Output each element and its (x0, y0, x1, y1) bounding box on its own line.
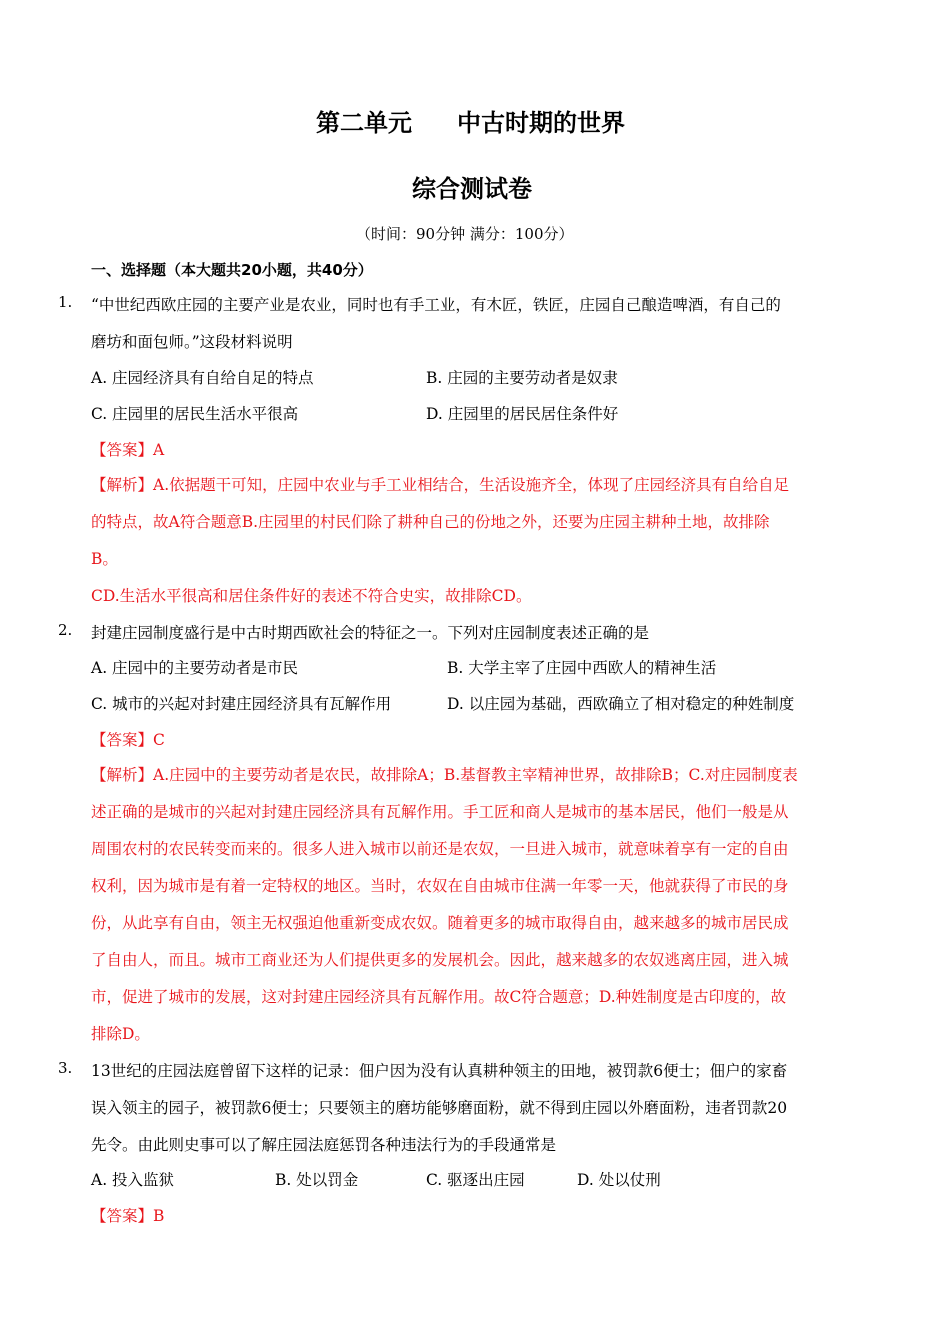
answer-value: C (153, 731, 165, 749)
answer-value: B (153, 1207, 165, 1225)
analysis-text: A.依据题干可知，庄园中农业与手工业相结合，生活设施齐全，体现了庄园经济具有自给自足 (153, 476, 790, 494)
page-subtitle: 综合测试卷 (412, 175, 532, 203)
option-c: C. 城市的兴起对封建庄园经济具有瓦解作用 (91, 695, 392, 713)
option-b: B. 大学主宰了庄园中西欧人的精神生活 (447, 659, 717, 677)
analysis-line: 周围农村的农民转变而来的。很多人进入城市以前还是农奴，一旦进入城市，就意味着享有一定的自由 (91, 840, 789, 858)
answer-line (91, 1204, 164, 1226)
unit-title: 中古时期的世界 (457, 109, 625, 137)
option-a: A. 庄园中的主要劳动者是市民 (91, 659, 299, 677)
option-d: D. 以庄园为基础，西欧确立了相对稳定的种姓制度 (447, 695, 795, 713)
question-stem-line: 磨坊和面包师。”这段材料说明 (91, 333, 293, 351)
question-stem-line: 封建庄园制度盛行是中古时期西欧社会的特征之一。下列对庄园制度表述正确的是 (91, 624, 650, 642)
analysis-line (91, 473, 789, 495)
answer-line (91, 728, 165, 750)
question-stem-line: “中世纪西欧庄园的主要产业是农业，同时也有手工业，有木匠，铁匠，庄园自己酿造啤酒，有自己的 (91, 296, 781, 314)
analysis-line: 述正确的是城市的兴起对封建庄园经济具有瓦解作用。手工匠和商人是城市的基本居民，他们一般是从 (91, 803, 789, 821)
analysis-text: A.庄园中的主要劳动者是农民，故排除A；B.基督教主宰精神世界，故排除B；C.对庄园制度表 (153, 766, 798, 784)
question-stem-line: 13世纪的庄园法庭曾留下这样的记录：佃户因为没有认真耕种领主的田地，被罚款6便士；佃户的家畜 (91, 1062, 788, 1080)
section-heading: 一、选择题（本大题共20小题，共40分） (91, 261, 373, 279)
option-c: C. 庄园里的居民生活水平很高 (91, 405, 299, 423)
question-number: 1. (58, 293, 73, 311)
answer-tag: 【答案】 (91, 731, 154, 749)
analysis-line: 市，促进了城市的发展，这对封建庄园经济具有瓦解作用。故C符合题意；D.种姓制度是古印度的，故 (91, 988, 787, 1006)
analysis-line: CD.生活水平很高和居住条件好的表述不符合史实，故排除CD。 (91, 587, 532, 605)
question-number: 2. (58, 621, 73, 639)
question-number: 3. (58, 1059, 73, 1077)
answer-line (91, 438, 164, 460)
analysis-line: 权利，因为城市是有着一定特权的地区。当时，农奴在自由城市住满一年零一天，他就获得了市民的身 (91, 877, 789, 895)
option-b: B. 庄园的主要劳动者是奴隶 (426, 369, 618, 387)
analysis-line: 的特点，故A符合题意B.庄园里的村民们除了耕种自己的份地之外，还要为庄园主耕种土地，故排除 (91, 513, 770, 531)
analysis-line: 份，从此享有自由，领主无权强迫他重新变成农奴。随着更多的城市取得自由，越来越多的城市居民成 (91, 914, 789, 932)
option-d: D. 处以仗刑 (577, 1171, 661, 1189)
question-stem-line: 先令。由此则史事可以了解庄园法庭惩罚各种违法行为的手段通常是 (91, 1136, 557, 1154)
analysis-line: B。 (91, 550, 118, 568)
analysis-tag: 【解析】 (91, 766, 154, 784)
answer-tag: 【答案】 (91, 441, 154, 459)
option-a: A. 投入监狱 (91, 1171, 175, 1189)
analysis-line (91, 763, 798, 785)
option-c: C. 驱逐出庄园 (426, 1171, 525, 1189)
answer-value: A (153, 441, 165, 459)
option-b: B. 处以罚金 (275, 1171, 359, 1189)
analysis-line: 了自由人，而且。城市工商业还为人们提供更多的发展机会。因此，越来越多的农奴逃离庄园，进入城 (91, 951, 789, 969)
analysis-line: 排除D。 (91, 1025, 150, 1043)
answer-tag: 【答案】 (91, 1207, 154, 1225)
unit-label: 第二单元 (316, 109, 412, 137)
option-d: D. 庄园里的居民居住条件好 (426, 405, 619, 423)
question-stem-line: 误入领主的园子，被罚款6便士；只要领主的磨坊能够磨面粉，就不得到庄园以外磨面粉，违者罚款20 (91, 1099, 788, 1117)
analysis-tag: 【解析】 (91, 476, 154, 494)
option-a: A. 庄园经济具有自给自足的特点 (91, 369, 314, 387)
exam-meta: （时间：90分钟 满分：100分） (356, 225, 574, 243)
